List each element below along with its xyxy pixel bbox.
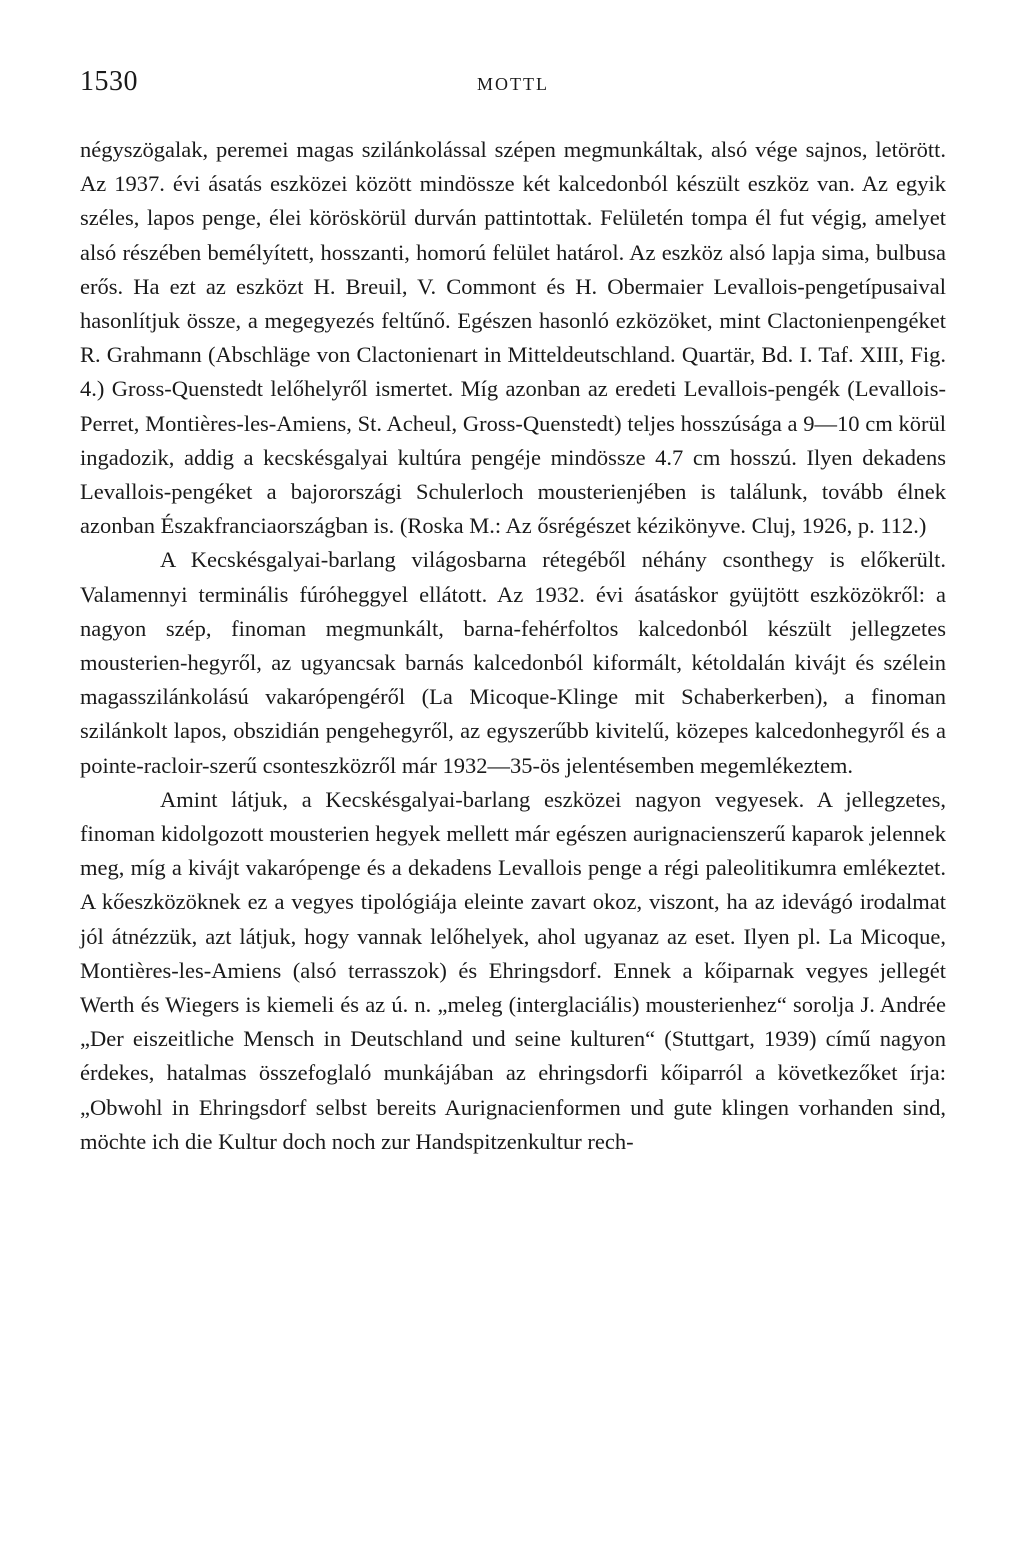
journal-title: MOTTL [477,74,549,94]
paragraph-bone-points: A Kecskésgalyai-barlang világosbarna rétegéből néhány csonthegy is előkerült. Valamennyi terminális fúróheggyel ellátott. Az 1932. évi ásatáskor gyüjtött eszközökről: a nagyon szép, finoman megmunkált, barna-fehérfoltos kalcedonból készült jellegzetes mousterien-hegyről, az ugyancsak barnás kalcedonból kiformált, kétoldalán kivájt és szélein magasszilánkolású vakarópengéről (La Micoque-Klinge mit Schaberkerben), a finoman szilánkolt lapos, obszidián pengehegyről, az egyszerűbb kivitelű, közepes kalcedonhegyről és a pointe-racloir-szerű csonteszközről már 1932—35-ös jelentésemben megemlékeztem. [80,547,946,778]
body-text [80,133,946,1159]
page-number: 1530 [80,66,138,97]
paragraph-continued: négyszögalak, peremei magas szilánkolással szépen megmunkáltak, alsó vége sajnos, letörött. Az 1937. évi ásatás eszközei között mindössze két kalcedonból készült eszköz van. Az egyik széles, lapos penge, élei köröskörül durván pattintottak. Felületén tompa él fut végig, amelyet alsó részében bemélyített, hosszanti, homorú felület határol. Az eszköz alsó lapja sima, bulbusa erős. Ha ezt az eszközt H. Breuil, V. Commont és H. Obermaier Levallois-pengetípusaival hasonlítjuk össze, a megegyezés feltűnő. Egészen hasonló ezközöket, mint Clactonienpengéket R. Grahmann (Abschläge von Clactonienart in Mitteldeutschland. Quartär, Bd. I. Taf. XIII, Fig. 4.) Gross-Quenstedt lelőhelyről ismertet. Míg azonban az eredeti Levallois-pengék (Levallois-Perret, Montières-les-Amiens, St. Acheul, Gross-Quenstedt) teljes hosszúsága a 9—10 cm körül ingadozik, addig a kecskésgalyai kultúra pengéje mindössze 4.7 cm hosszú. Ilyen dekadens Levallois-pengéket a bajorországi Schulerloch mousterienjében is találunk, tovább élnek azonban Északfranciaországban is. (Roska M.: Az ősrégészet kézikönyve. Cluj, 1926, p. 112.) [80,137,946,539]
paragraph-mixed-tools: Amint látjuk, a Kecskésgalyai-barlang eszközei nagyon vegyesek. A jellegzetes, finoman kidolgozott mousterien hegyek mellett már egészen aurignacienszerű kaparok jelennek meg, míg a kivájt vakarópenge és a dekadens Levallois penge a régi paleolitikumra emlékeztet. A kőeszközöknek ez a vegyes tipológiája eleinte zavart okoz, viszont, ha az idevágó irodalmat jól átnézzük, azt látjuk, hogy vannak lelőhelyek, ahol ugyanaz az eset. Ilyen pl. La Micoque, Montières-les-Amiens (alsó terrasszok) és Ehringsdorf. Ennek a kőiparnak vegyes jellegét Werth és Wiegers is kiemeli és az ú. n. „meleg (interglaciális) mousterienhez“ sorolja J. Andrée „Der eiszeitliche Mensch in Deutschland und seine kulturen“ (Stuttgart, 1939) című nagyon érdekes, hatalmas összefoglaló munkájában az ehringsdorfi kőiparról a következőket írja: „Obwohl in Ehringsdorf selbst bereits Aurignacienformen und gute klingen vorhanden sind, möchte ich die Kultur doch noch zur Handspitzenkultur rech- [80,786,946,1154]
running-head [80,66,946,106]
